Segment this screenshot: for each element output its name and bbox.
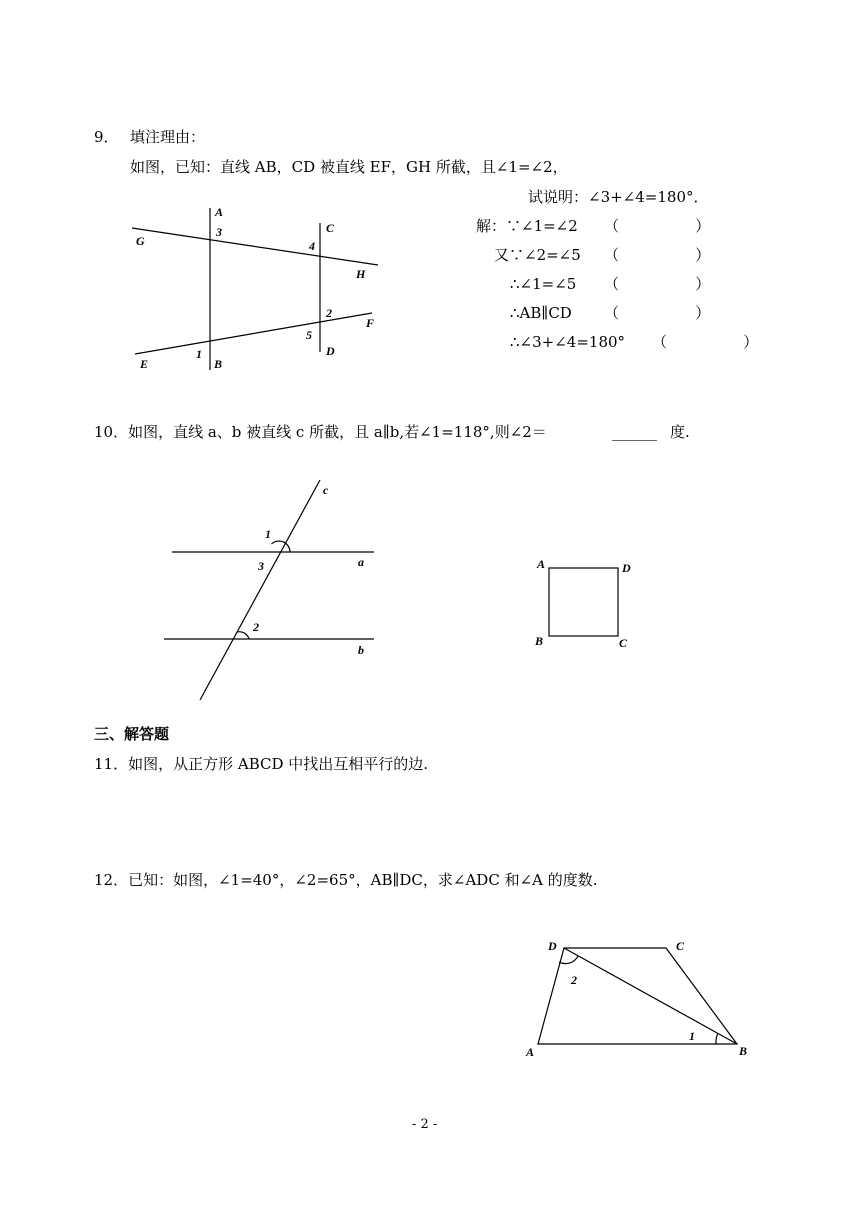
q9-label-G: G bbox=[136, 234, 145, 248]
q9-label-B: B bbox=[214, 357, 223, 371]
q10-label-c: c bbox=[323, 483, 329, 497]
q9-number: 9． bbox=[94, 128, 119, 146]
square-abcd bbox=[549, 568, 618, 636]
q10-label-b: b bbox=[358, 643, 364, 657]
q9-step-3: ∴∠1=∠5 bbox=[510, 275, 577, 293]
q9-reason-1: （ ） bbox=[604, 217, 711, 235]
q9-step-2: 又∵∠2=∠5 bbox=[494, 246, 581, 264]
q9-label-A: A bbox=[215, 205, 224, 219]
q10-angle-2-arc bbox=[237, 632, 249, 639]
q9-label-H: H bbox=[356, 267, 366, 281]
q9-step-4: ∴AB∥CD bbox=[510, 304, 572, 322]
q10-blank: ______ bbox=[612, 423, 657, 441]
q12-label-2: 2 bbox=[571, 973, 577, 987]
q10-unit: 度. bbox=[670, 423, 690, 441]
square-label-B: B bbox=[535, 634, 544, 648]
page-number: - 2 - bbox=[412, 1117, 438, 1132]
q12-diagonal-db bbox=[564, 948, 737, 1044]
q10-label-3: 3 bbox=[258, 559, 264, 573]
q9-line-ef bbox=[135, 313, 375, 354]
q12-label-B: B bbox=[739, 1044, 748, 1058]
q9-label-2: 2 bbox=[326, 306, 332, 320]
q12-label-1: 1 bbox=[689, 1029, 695, 1043]
q9-prove: 试说明：∠3+∠4=180°． bbox=[528, 188, 709, 206]
q9-given: 如图，已知：直线 AB，CD 被直线 EF，GH 所截，且∠1=∠2， bbox=[130, 158, 568, 176]
q9-step-5: ∴∠3+∠4=180° bbox=[510, 333, 626, 351]
q12-label-C: C bbox=[676, 939, 685, 953]
q9-reason-2: （ ） bbox=[604, 246, 711, 264]
q9-label-5: 5 bbox=[306, 328, 312, 342]
q12-angle-1-arc bbox=[716, 1033, 718, 1044]
q9-reason-3: （ ） bbox=[604, 275, 711, 293]
q11-text: 11．如图，从正方形 ABCD 中找出互相平行的边. bbox=[94, 755, 429, 773]
q9-reason-5: （ ） bbox=[652, 333, 759, 351]
q9-line-gh bbox=[132, 228, 378, 265]
q10-label-2: 2 bbox=[253, 620, 259, 634]
q9-label-C: C bbox=[326, 221, 335, 235]
q10-line-c bbox=[200, 480, 320, 700]
q9-label-1: 1 bbox=[196, 347, 202, 361]
q10-angle-1-arc bbox=[272, 541, 291, 552]
square-label-D: D bbox=[622, 561, 631, 575]
q9-label-E: E bbox=[140, 357, 149, 371]
q10-label-a: a bbox=[358, 555, 364, 569]
q9-intro: 填注理由： bbox=[130, 128, 206, 146]
q12-label-D: D bbox=[548, 939, 557, 953]
q9-label-F: F bbox=[366, 316, 375, 330]
q12-text: 12．已知：如图，∠1=40°，∠2=65°，AB∥DC，求∠ADC 和∠A 的度数. bbox=[94, 871, 598, 889]
q9-label-D: D bbox=[326, 344, 335, 358]
q12-label-A: A bbox=[526, 1045, 535, 1059]
square-label-A: A bbox=[537, 557, 546, 571]
q9-label-3: 3 bbox=[216, 225, 222, 239]
q9-step-1: 解：∵∠1=∠2 bbox=[476, 217, 578, 235]
q10-text: 10．如图，直线 a、b 被直线 c 所截，且 a∥b,若∠1=118°,则∠2＝ bbox=[94, 423, 547, 441]
section-3-title: 三、解答题 bbox=[94, 725, 170, 743]
q10-label-1: 1 bbox=[265, 527, 271, 541]
q9-label-4: 4 bbox=[309, 239, 315, 253]
q12-trapezoid bbox=[538, 948, 737, 1044]
q9-reason-4: （ ） bbox=[604, 304, 711, 322]
square-label-C: C bbox=[619, 636, 628, 650]
